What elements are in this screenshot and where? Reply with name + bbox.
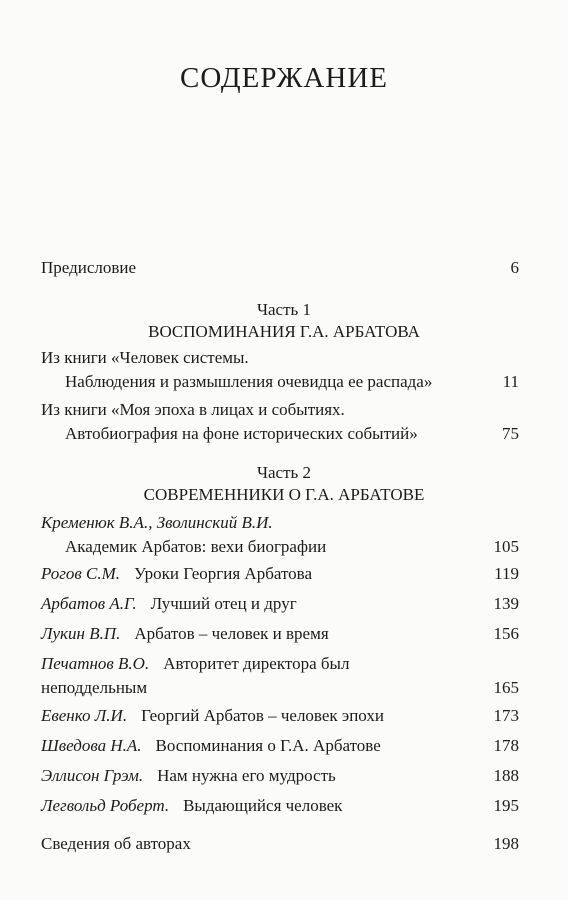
toc-entry[interactable] [41,622,519,646]
part2-title: СОВРЕМЕННИКИ О Г.А. АРБАТОВЕ [143,485,425,504]
entry-title: Предисловие [41,258,137,277]
entry-author: Евенко Л.И. [41,706,128,725]
part2-label: Часть 2 [256,463,312,482]
entry-author: Печатнов В.О. [41,654,150,673]
page-number: 173 [493,706,519,725]
entry-author: Эллисон Грэм. [41,766,144,785]
toc-entry-preface[interactable] [41,256,519,280]
page-number: 165 [493,678,519,697]
entry-title: Академик Арбатов: вехи биографии [65,537,327,556]
entry-title-line2: неподдельным [41,678,148,697]
page-number: 119 [494,564,519,583]
toc-entry[interactable] [41,704,519,728]
page-number: 75 [502,424,519,443]
page-number: 178 [493,736,519,755]
page-number: 195 [493,796,519,815]
page-number: 105 [493,537,519,556]
part1-label: Часть 1 [256,300,312,319]
page-number: 156 [493,624,519,643]
page-number: 11 [502,372,519,391]
page-number: 139 [493,594,519,613]
entry-title: Выдающийся человек [183,796,343,815]
page-number: 6 [510,258,519,277]
toc-entry[interactable] [41,346,519,394]
page-title: СОДЕРЖАНИЕ [180,62,388,94]
toc-entry[interactable] [41,734,519,758]
page-number: 188 [493,766,519,785]
entry-title: Нам нужна его мудрость [157,766,336,785]
part1-title: ВОСПОМИНАНИЯ Г.А. АРБАТОВА [148,322,420,341]
toc-entry-authors-info[interactable] [41,832,519,856]
entry-title-line1: Из книги «Моя эпоха в лицах и событиях. [41,400,345,419]
toc-entry[interactable] [41,652,519,700]
entry-title-line1: Из книги «Человек системы. [41,348,249,367]
toc-entry[interactable] [41,398,519,446]
toc-entry[interactable] [41,511,519,559]
page-number: 198 [493,834,519,853]
entry-title: Авторитет директора был [163,654,350,673]
entry-title-line2: Автобиография на фоне исторических событий» [65,424,418,443]
toc-entry[interactable] [41,562,519,586]
entry-title: Воспоминания о Г.А. Арбатове [155,736,381,755]
entry-title: Сведения об авторах [41,834,191,853]
entry-author: Лукин В.П. [41,624,121,643]
entry-title-line2: Наблюдения и размышления очевидца ее распада» [65,372,433,391]
entry-title: Уроки Георгия Арбатова [134,564,312,583]
toc-entry[interactable] [41,764,519,788]
entry-title: Лучший отец и друг [150,594,297,613]
entry-author: Легвольд Роберт. [41,796,170,815]
entry-author: Арбатов А.Г. [41,594,137,613]
entry-author: Кременюк В.А., Зволинский В.И. [41,513,273,532]
entry-title: Арбатов – человек и время [134,624,329,643]
entry-author: Рогов С.М. [41,564,121,583]
toc-entry[interactable] [41,794,519,818]
toc-entry[interactable] [41,592,519,616]
entry-title: Георгий Арбатов – человек эпохи [141,706,384,725]
entry-author: Шведова Н.А. [41,736,142,755]
